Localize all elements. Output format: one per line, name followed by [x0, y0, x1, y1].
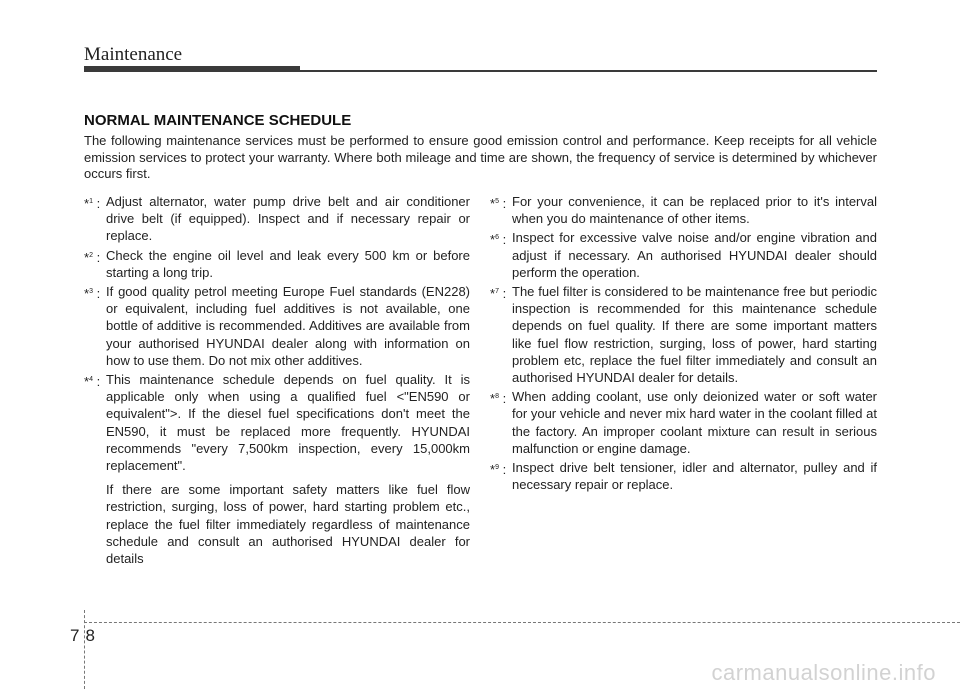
footnote-7 [490, 283, 877, 386]
footnote-2 [84, 247, 470, 281]
footnote-text: When adding coolant, use only deionized water or soft water for your vehicle and never mix hard water in the coolant filled at the factory. An improper coolant mixture can result in serious malfunction or engine damage. [512, 389, 877, 456]
footnote-text: Inspect for excessive valve noise and/or engine vibration and adjust if necessary. An authorised HYUNDAI dealer should perform the operation. [512, 230, 877, 280]
footnote-4 [84, 371, 470, 567]
page-header-title: Maintenance [84, 44, 183, 65]
footnote-marker: *$^8$ : [490, 391, 507, 407]
footer-dashed-rule [84, 622, 960, 623]
footer-dashed-divider [84, 610, 85, 689]
footnote-text: Check the engine oil level and leak every 500 km or before starting a long trip. [106, 247, 470, 280]
footnote-marker: *$^7$ : [490, 286, 507, 302]
footnote-1 [84, 193, 470, 245]
section-title: NORMAL MAINTENANCE SCHEDULE [84, 112, 352, 129]
footnote-text: Inspect drive belt tensioner, idler and alternator, pulley and if necessary repair or replace. [512, 460, 877, 493]
watermark: carmanualsonline.info [711, 660, 936, 685]
footnote-6 [490, 229, 877, 281]
footnote-text: The fuel filter is considered to be maintenance free but periodic inspection is recommended for this maintenance schedule depends on fuel quality. If there are some important matters like fuel flow restriction, surging, loss of power, hard starting problem etc, replace the fuel filter immediately and consult an authorised HYUNDAI dealer for details. [512, 284, 877, 386]
footnote-marker: *$^9$ : [490, 462, 507, 478]
notes-column-left [84, 193, 470, 569]
footnote-8 [490, 388, 877, 457]
footnote-text: Adjust alternator, water pump drive belt and air conditioner drive belt (if equipped). Inspect and if necessary repair or replace. [106, 194, 470, 244]
footnote-marker: *$^4$ : [84, 374, 101, 390]
footnote-5 [490, 193, 877, 227]
header-rule-thick [84, 66, 300, 72]
intro-paragraph: The following maintenance services must be performed to ensure good emission control and performance. Keep receipts for all vehicle emission services to protect your warranty. Where both mileage and time are shown, the frequency of service is determined by whichever occurs first. [84, 133, 877, 181]
footnote-3 [84, 283, 470, 369]
footnote-marker: *$^1$ : [84, 196, 101, 211]
footnote-marker: *$^5$ : [490, 196, 507, 211]
footnote-text: This maintenance schedule depends on fuel quality. It is applicable only when using a qualified fuel <"EN590 or equivalent">. If the diesel fuel specifications don't meet the EN590, it must be replaced more frequently. HYUNDAI recommends "every 7,500km inspection, every 15,000km replacement". [106, 372, 470, 474]
footnote-text: For your convenience, it can be replaced prior to it's interval when you do maintenance of other items. [512, 194, 877, 227]
page-number: 78 [70, 626, 101, 645]
footnote-marker: *$^3$ : [84, 286, 101, 302]
footnote-marker: *$^2$ : [84, 249, 101, 265]
footnote-4-extra-text: If there are some important safety matters like fuel flow restriction, surging, loss of power, hard starting problem etc., replace the fuel filter immediately regardless of maintenance schedule and consult an authorised HYUNDAI dealer for details [106, 482, 470, 567]
footnote-text: If good quality petrol meeting Europe Fuel standards (EN228) or equivalent, including fuel additives is not available, one bottle of additive is recommended. Additives are available from your authorised HYUNDAI dealer along with information on how to use them. Do not mix other additives. [106, 284, 470, 368]
notes-column-right [490, 193, 877, 495]
footnote-9 [490, 459, 877, 493]
header-rule-thin [300, 70, 877, 72]
footnote-marker: *$^6$ : [490, 232, 507, 248]
